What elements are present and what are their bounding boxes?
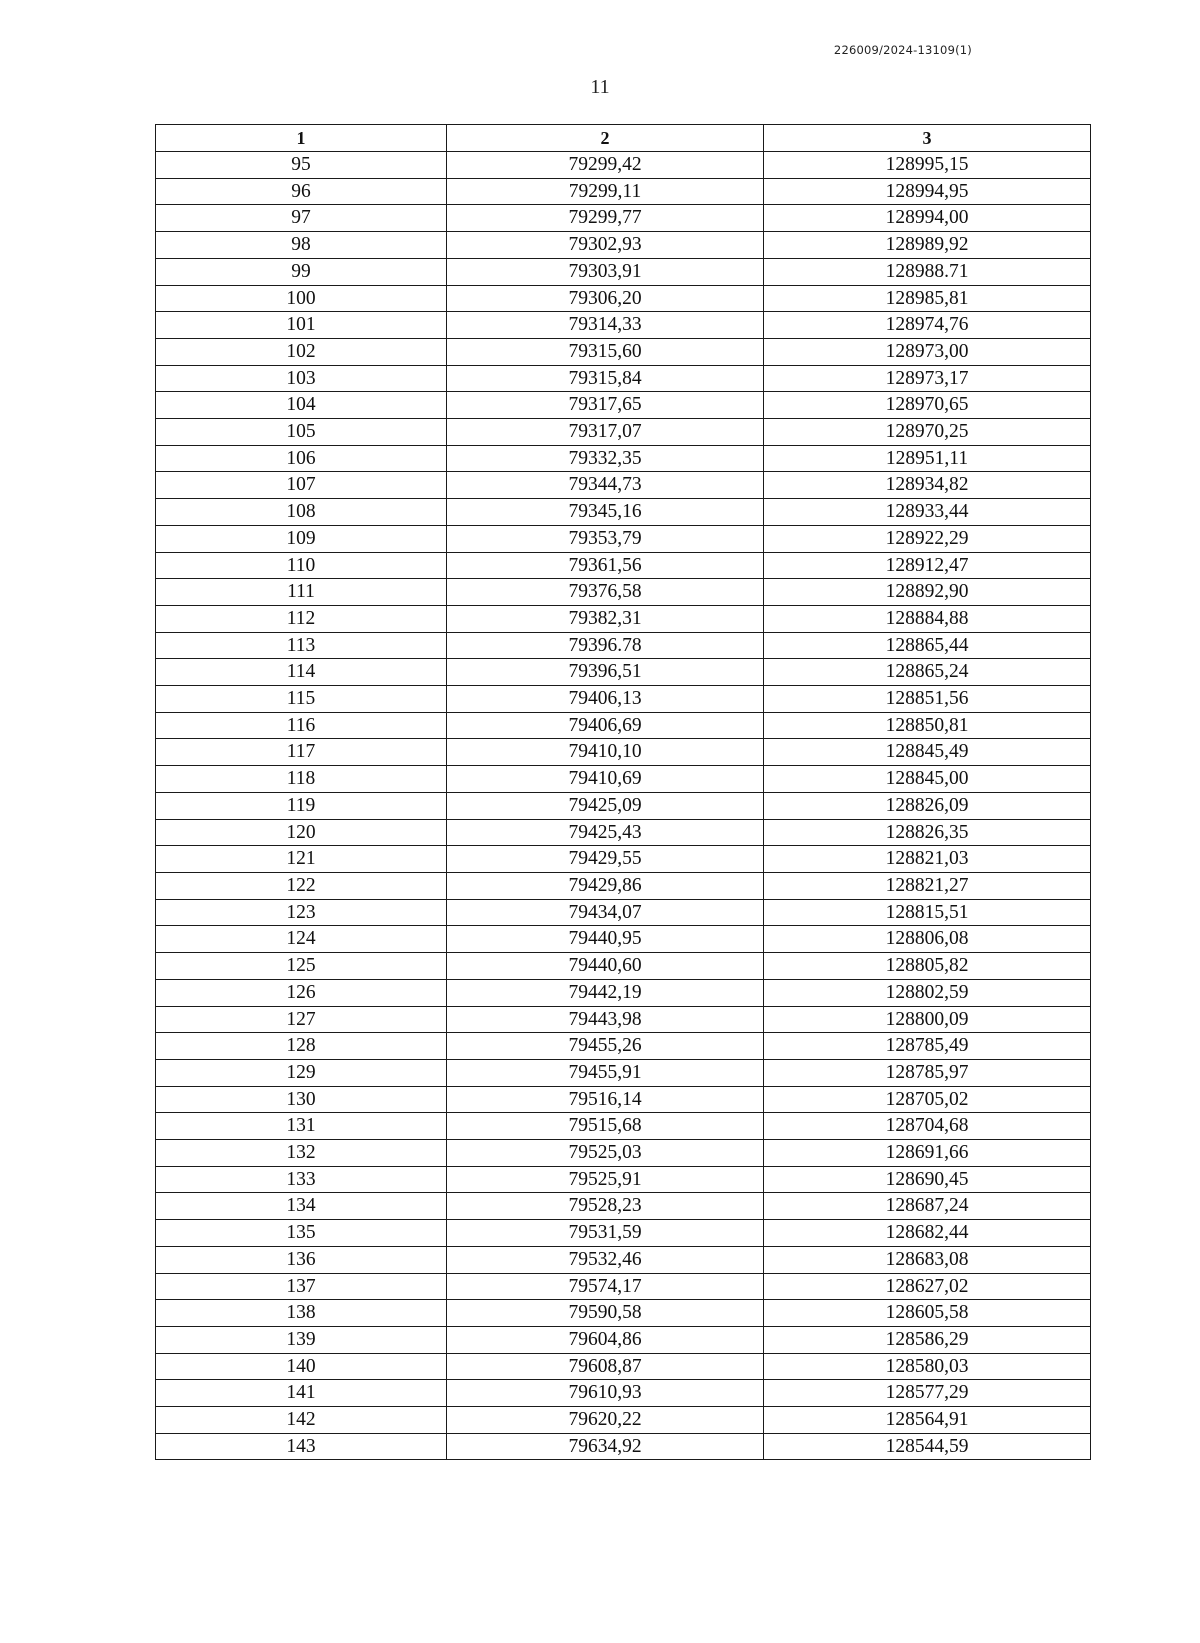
y-coordinate-cell: 128865,24 [764, 659, 1091, 686]
point-number-cell: 110 [156, 552, 447, 579]
point-number-cell: 108 [156, 499, 447, 526]
y-coordinate-cell: 128845,49 [764, 739, 1091, 766]
table-row [156, 1166, 1091, 1193]
y-coordinate-cell: 128892,90 [764, 579, 1091, 606]
table-row [156, 365, 1091, 392]
table-row [156, 338, 1091, 365]
point-number-cell: 130 [156, 1086, 447, 1113]
y-coordinate-cell: 128994,00 [764, 205, 1091, 232]
table-row [156, 152, 1091, 179]
table-row [156, 819, 1091, 846]
point-number-cell: 133 [156, 1166, 447, 1193]
y-coordinate-cell: 128691,66 [764, 1140, 1091, 1167]
x-coordinate-cell: 79425,43 [447, 819, 764, 846]
y-coordinate-cell: 128580,03 [764, 1353, 1091, 1380]
table-row [156, 445, 1091, 472]
table-row [156, 1353, 1091, 1380]
point-number-cell: 106 [156, 445, 447, 472]
x-coordinate-cell: 79332,35 [447, 445, 764, 472]
point-number-cell: 122 [156, 872, 447, 899]
x-coordinate-cell: 79443,98 [447, 1006, 764, 1033]
point-number-cell: 116 [156, 712, 447, 739]
x-coordinate-cell: 79299,77 [447, 205, 764, 232]
table-row [156, 766, 1091, 793]
y-coordinate-cell: 128826,09 [764, 792, 1091, 819]
point-number-cell: 125 [156, 953, 447, 980]
table-row [156, 686, 1091, 713]
x-coordinate-cell: 79396.78 [447, 632, 764, 659]
point-number-cell: 139 [156, 1326, 447, 1353]
table-row [156, 1006, 1091, 1033]
x-coordinate-cell: 79515,68 [447, 1113, 764, 1140]
table-row [156, 1113, 1091, 1140]
x-coordinate-cell: 79410,69 [447, 766, 764, 793]
point-number-cell: 121 [156, 846, 447, 873]
point-number-cell: 117 [156, 739, 447, 766]
y-coordinate-cell: 128985,81 [764, 285, 1091, 312]
table-row [156, 579, 1091, 606]
point-number-cell: 98 [156, 232, 447, 259]
x-coordinate-cell: 79361,56 [447, 552, 764, 579]
y-coordinate-cell: 128865,44 [764, 632, 1091, 659]
y-coordinate-cell: 128682,44 [764, 1220, 1091, 1247]
y-coordinate-cell: 128785,49 [764, 1033, 1091, 1060]
x-coordinate-cell: 79376,58 [447, 579, 764, 606]
y-coordinate-cell: 128821,27 [764, 872, 1091, 899]
y-coordinate-cell: 128989,92 [764, 232, 1091, 259]
table-row [156, 205, 1091, 232]
table-row [156, 1300, 1091, 1327]
point-number-cell: 102 [156, 338, 447, 365]
x-coordinate-cell: 79299,42 [447, 152, 764, 179]
point-number-cell: 143 [156, 1433, 447, 1460]
x-coordinate-cell: 79574,17 [447, 1273, 764, 1300]
point-number-cell: 142 [156, 1407, 447, 1434]
point-number-cell: 95 [156, 152, 447, 179]
point-number-cell: 101 [156, 312, 447, 339]
table-row [156, 1246, 1091, 1273]
x-coordinate-cell: 79317,65 [447, 392, 764, 419]
point-number-cell: 97 [156, 205, 447, 232]
y-coordinate-cell: 128785,97 [764, 1059, 1091, 1086]
table-row [156, 605, 1091, 632]
column-header-3: 3 [764, 125, 1091, 152]
x-coordinate-cell: 79302,93 [447, 232, 764, 259]
x-coordinate-cell: 79620,22 [447, 1407, 764, 1434]
table-row [156, 792, 1091, 819]
document-id: 226009/2024-13109(1) [833, 43, 972, 57]
table-row [156, 1380, 1091, 1407]
x-coordinate-cell: 79406,13 [447, 686, 764, 713]
table-row [156, 1140, 1091, 1167]
y-coordinate-cell: 128586,29 [764, 1326, 1091, 1353]
table-row [156, 659, 1091, 686]
table-row [156, 178, 1091, 205]
table-row [156, 1086, 1091, 1113]
y-coordinate-cell: 128800,09 [764, 1006, 1091, 1033]
y-coordinate-cell: 128951,11 [764, 445, 1091, 472]
x-coordinate-cell: 79396,51 [447, 659, 764, 686]
point-number-cell: 126 [156, 979, 447, 1006]
x-coordinate-cell: 79315,60 [447, 338, 764, 365]
point-number-cell: 96 [156, 178, 447, 205]
x-coordinate-cell: 79382,31 [447, 605, 764, 632]
point-number-cell: 100 [156, 285, 447, 312]
point-number-cell: 109 [156, 525, 447, 552]
y-coordinate-cell: 128544,59 [764, 1433, 1091, 1460]
x-coordinate-cell: 79306,20 [447, 285, 764, 312]
x-coordinate-cell: 79634,92 [447, 1433, 764, 1460]
x-coordinate-cell: 79303,91 [447, 258, 764, 285]
y-coordinate-cell: 128884,88 [764, 605, 1091, 632]
point-number-cell: 113 [156, 632, 447, 659]
y-coordinate-cell: 128802,59 [764, 979, 1091, 1006]
x-coordinate-cell: 79429,55 [447, 846, 764, 873]
table-row [156, 285, 1091, 312]
y-coordinate-cell: 128845,00 [764, 766, 1091, 793]
point-number-cell: 99 [156, 258, 447, 285]
table-row [156, 258, 1091, 285]
x-coordinate-cell: 79528,23 [447, 1193, 764, 1220]
y-coordinate-cell: 128994,95 [764, 178, 1091, 205]
y-coordinate-cell: 128973,00 [764, 338, 1091, 365]
table-row [156, 1273, 1091, 1300]
point-number-cell: 135 [156, 1220, 447, 1247]
table-row [156, 1220, 1091, 1247]
x-coordinate-cell: 79455,26 [447, 1033, 764, 1060]
point-number-cell: 136 [156, 1246, 447, 1273]
table-row [156, 953, 1091, 980]
y-coordinate-cell: 128805,82 [764, 953, 1091, 980]
x-coordinate-cell: 79299,11 [447, 178, 764, 205]
y-coordinate-cell: 128973,17 [764, 365, 1091, 392]
point-number-cell: 107 [156, 472, 447, 499]
y-coordinate-cell: 128564,91 [764, 1407, 1091, 1434]
y-coordinate-cell: 128705,02 [764, 1086, 1091, 1113]
y-coordinate-cell: 128826,35 [764, 819, 1091, 846]
x-coordinate-cell: 79406,69 [447, 712, 764, 739]
x-coordinate-cell: 79525,03 [447, 1140, 764, 1167]
x-coordinate-cell: 79353,79 [447, 525, 764, 552]
x-coordinate-cell: 79531,59 [447, 1220, 764, 1247]
y-coordinate-cell: 128683,08 [764, 1246, 1091, 1273]
x-coordinate-cell: 79440,95 [447, 926, 764, 953]
page-number: 11 [590, 76, 610, 98]
point-number-cell: 127 [156, 1006, 447, 1033]
table-row [156, 1326, 1091, 1353]
point-number-cell: 119 [156, 792, 447, 819]
y-coordinate-cell: 128806,08 [764, 926, 1091, 953]
x-coordinate-cell: 79315,84 [447, 365, 764, 392]
table-row [156, 419, 1091, 446]
table-row [156, 872, 1091, 899]
y-coordinate-cell: 128690,45 [764, 1166, 1091, 1193]
y-coordinate-cell: 128577,29 [764, 1380, 1091, 1407]
point-number-cell: 137 [156, 1273, 447, 1300]
table-header-row [156, 125, 1091, 152]
table-row [156, 712, 1091, 739]
point-number-cell: 124 [156, 926, 447, 953]
table-row [156, 1059, 1091, 1086]
x-coordinate-cell: 79604,86 [447, 1326, 764, 1353]
y-coordinate-cell: 128934,82 [764, 472, 1091, 499]
x-coordinate-cell: 79455,91 [447, 1059, 764, 1086]
point-number-cell: 134 [156, 1193, 447, 1220]
column-header-2: 2 [447, 125, 764, 152]
table-row [156, 1433, 1091, 1460]
x-coordinate-cell: 79344,73 [447, 472, 764, 499]
table-row [156, 739, 1091, 766]
x-coordinate-cell: 79425,09 [447, 792, 764, 819]
table-row [156, 1193, 1091, 1220]
point-number-cell: 105 [156, 419, 447, 446]
x-coordinate-cell: 79516,14 [447, 1086, 764, 1113]
table-row [156, 392, 1091, 419]
y-coordinate-cell: 128912,47 [764, 552, 1091, 579]
table-row [156, 926, 1091, 953]
y-coordinate-cell: 128687,24 [764, 1193, 1091, 1220]
y-coordinate-cell: 128821,03 [764, 846, 1091, 873]
y-coordinate-cell: 128970,65 [764, 392, 1091, 419]
point-number-cell: 138 [156, 1300, 447, 1327]
x-coordinate-cell: 79314,33 [447, 312, 764, 339]
y-coordinate-cell: 128974,76 [764, 312, 1091, 339]
point-number-cell: 114 [156, 659, 447, 686]
x-coordinate-cell: 79317,07 [447, 419, 764, 446]
table-body [156, 152, 1091, 1460]
table-row [156, 979, 1091, 1006]
y-coordinate-cell: 128933,44 [764, 499, 1091, 526]
x-coordinate-cell: 79608,87 [447, 1353, 764, 1380]
table-row [156, 846, 1091, 873]
point-number-cell: 132 [156, 1140, 447, 1167]
x-coordinate-cell: 79410,10 [447, 739, 764, 766]
point-number-cell: 128 [156, 1033, 447, 1060]
x-coordinate-cell: 79610,93 [447, 1380, 764, 1407]
y-coordinate-cell: 128605,58 [764, 1300, 1091, 1327]
y-coordinate-cell: 128704,68 [764, 1113, 1091, 1140]
point-number-cell: 103 [156, 365, 447, 392]
point-number-cell: 140 [156, 1353, 447, 1380]
y-coordinate-cell: 128815,51 [764, 899, 1091, 926]
y-coordinate-cell: 128988.71 [764, 258, 1091, 285]
table-row [156, 552, 1091, 579]
x-coordinate-cell: 79429,86 [447, 872, 764, 899]
table-row [156, 1407, 1091, 1434]
y-coordinate-cell: 128970,25 [764, 419, 1091, 446]
x-coordinate-cell: 79442,19 [447, 979, 764, 1006]
x-coordinate-cell: 79525,91 [447, 1166, 764, 1193]
point-number-cell: 112 [156, 605, 447, 632]
table-row [156, 232, 1091, 259]
y-coordinate-cell: 128627,02 [764, 1273, 1091, 1300]
y-coordinate-cell: 128922,29 [764, 525, 1091, 552]
coordinates-table [155, 124, 1091, 1460]
point-number-cell: 111 [156, 579, 447, 606]
point-number-cell: 104 [156, 392, 447, 419]
x-coordinate-cell: 79590,58 [447, 1300, 764, 1327]
point-number-cell: 118 [156, 766, 447, 793]
point-number-cell: 141 [156, 1380, 447, 1407]
point-number-cell: 129 [156, 1059, 447, 1086]
table-row [156, 632, 1091, 659]
table-row [156, 899, 1091, 926]
x-coordinate-cell: 79434,07 [447, 899, 764, 926]
point-number-cell: 123 [156, 899, 447, 926]
point-number-cell: 120 [156, 819, 447, 846]
point-number-cell: 115 [156, 686, 447, 713]
x-coordinate-cell: 79440,60 [447, 953, 764, 980]
table-row [156, 1033, 1091, 1060]
y-coordinate-cell: 128850,81 [764, 712, 1091, 739]
x-coordinate-cell: 79532,46 [447, 1246, 764, 1273]
column-header-1: 1 [156, 125, 447, 152]
table-row [156, 472, 1091, 499]
table-row [156, 499, 1091, 526]
x-coordinate-cell: 79345,16 [447, 499, 764, 526]
table-row [156, 312, 1091, 339]
y-coordinate-cell: 128851,56 [764, 686, 1091, 713]
table-row [156, 525, 1091, 552]
point-number-cell: 131 [156, 1113, 447, 1140]
y-coordinate-cell: 128995,15 [764, 152, 1091, 179]
